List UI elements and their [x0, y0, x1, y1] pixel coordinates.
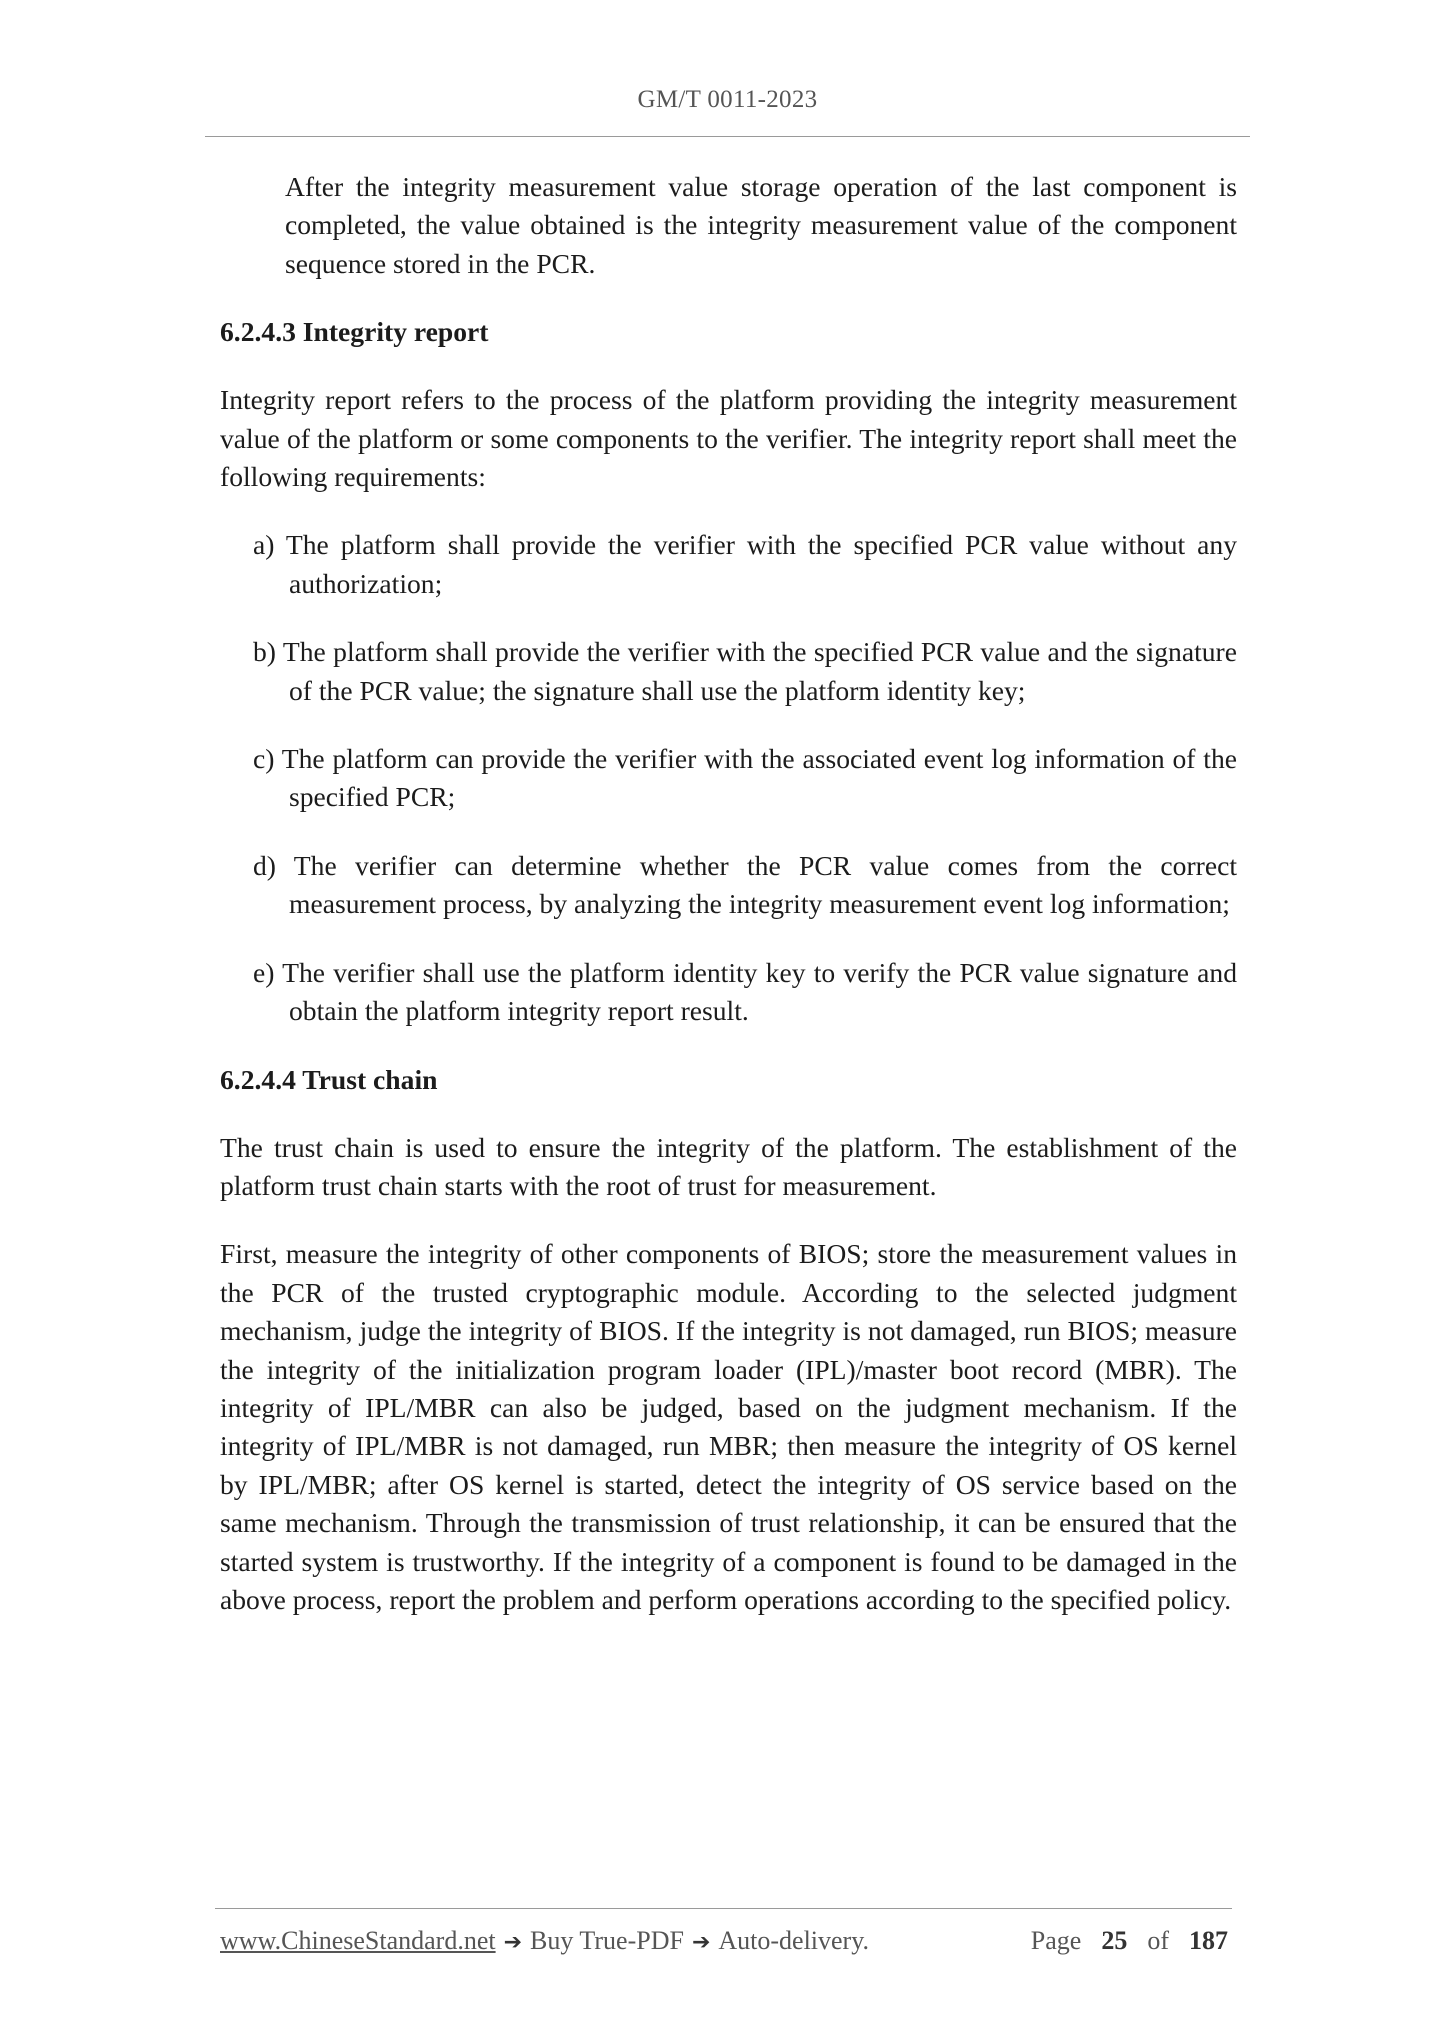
page-footer [220, 1926, 1228, 1956]
list-item-d: d) The verifier can determine whether the PCR value comes from the correct measurement process, by analyzing the integrity measurement event log information; [253, 849, 1237, 920]
site-link[interactable]: www.ChineseStandard.net [220, 1926, 496, 1955]
intro-paragraph: After the integrity measurement value storage operation of the last component is completed, the value obtained is the integrity measurement value of the component sequence stored in the PCR. [285, 171, 1237, 279]
page-content [220, 168, 1237, 1649]
section-heading-trust-chain: 6.2.4.4 Trust chain [220, 1063, 438, 1095]
page-counter [1031, 1926, 1228, 1956]
list-item-e: e) The verifier shall use the platform identity key to verify the PCR value signature and obtain the platform integrity report result. [253, 956, 1237, 1027]
list-item-b: b) The platform shall provide the verifier with the specified PCR value and the signature of the PCR value; the signature shall use the platform identity key; [253, 636, 1237, 706]
list-item-a: a) The platform shall provide the verifier with the specified PCR value without any authorization; [253, 529, 1237, 599]
of-label: of [1147, 1926, 1169, 1955]
trust-chain-paragraph-2: First, measure the integrity of other components of BIOS; store the measurement values in the PCR of the trusted cryptographic module. According to the selected judgment mechanism, judge the integrity of BIOS. If the integrity is not damaged, run BIOS; measure the integrity of the initialization program loader (IPL)/master boot record (MBR). The integrity of IPL/MBR can also be judged, based on the judgment mechanism. If the integrity of IPL/MBR is not damaged, run MBR; then measure the integrity of OS kernel by IPL/MBR; after OS kernel is started, detect the integrity of OS service based on the same mechanism. Through the transmission of trust relationship, it can be ensured that the started system is trustworthy. If the integrity of a component is found to be damaged in the above process, report the problem and perform operations according to the specified policy. [220, 1238, 1237, 1615]
footer-left [220, 1926, 869, 1956]
integrity-report-paragraph: Integrity report refers to the process of the platform providing the integrity measurement value of the platform or some components to the verifier. The integrity report shall meet the following requirements: [220, 384, 1237, 493]
document-header: GM/T 0011-2023 [637, 86, 818, 113]
list-item-c: c) The platform can provide the verifier with the associated event log information of the specified PCR; [253, 743, 1237, 813]
trust-chain-paragraph-1: The trust chain is used to ensure the integrity of the platform. The establishment of the platform trust chain starts with the root of trust for measurement. [220, 1131, 1237, 1201]
requirements-list [220, 526, 1237, 1030]
buy-true-pdf-text: Buy True-PDF [530, 1926, 684, 1955]
arrow-right-icon: ➔ [691, 1930, 711, 1955]
footer-divider [215, 1908, 1232, 1909]
auto-delivery-text: Auto-delivery. [718, 1926, 870, 1955]
arrow-right-icon: ➔ [503, 1930, 523, 1955]
header-divider [205, 136, 1250, 137]
page-total: 187 [1189, 1926, 1228, 1955]
page-label: Page [1030, 1926, 1082, 1955]
page-number: 25 [1101, 1926, 1128, 1955]
section-heading-integrity-report: 6.2.4.3 Integrity report [220, 316, 489, 348]
